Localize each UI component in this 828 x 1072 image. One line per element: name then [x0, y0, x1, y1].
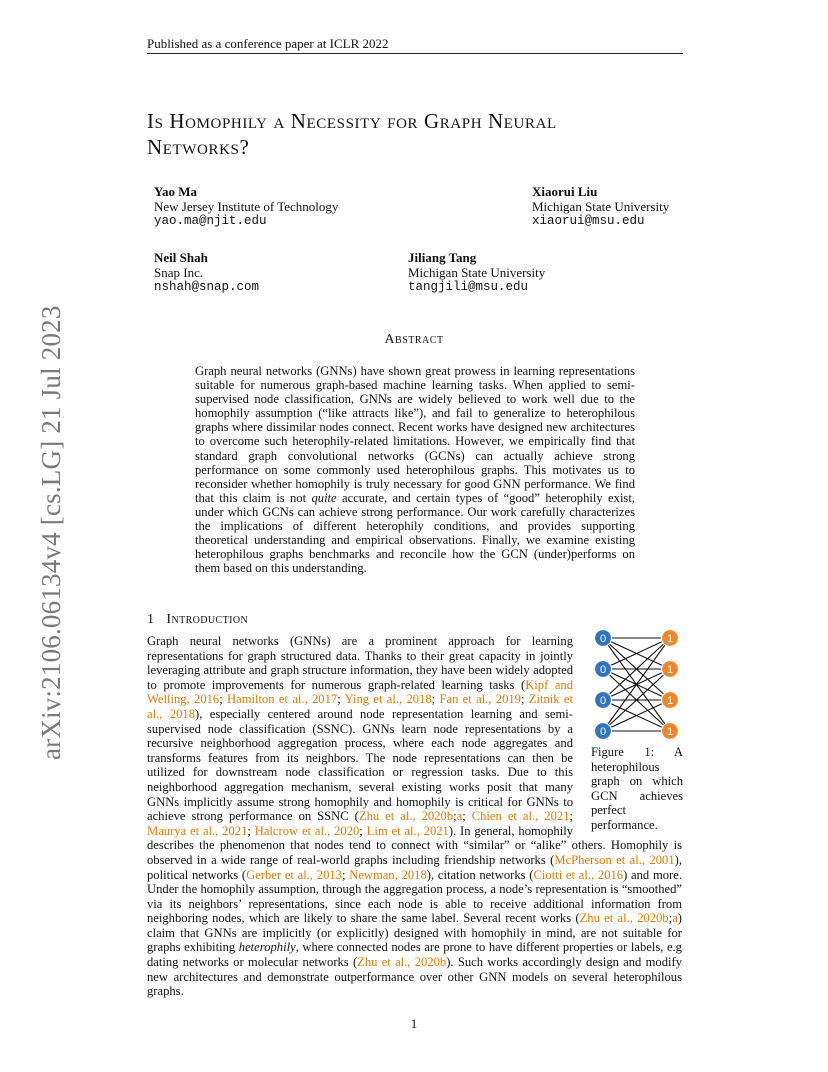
graph-node-left-label: 0: [599, 726, 607, 738]
citation-link[interactable]: Newman, 2018: [349, 867, 427, 882]
intro-text: ), citation networks (: [426, 867, 534, 882]
author-block-4: [408, 250, 545, 295]
abstract-emphasis: quite: [311, 490, 337, 505]
graph-node-left-label: 0: [599, 633, 607, 645]
intro-text: ) claim that GNNs are implicitly (or explicitly) designed with homophily in mind, are not suitable for graphs exhibiting: [147, 911, 682, 955]
abstract-body: [195, 364, 635, 575]
citation-link[interactable]: Hamilton et al., 2017: [227, 692, 338, 707]
citation-link[interactable]: Zhu et al., 2020b: [357, 955, 447, 970]
graph-node-right-label: 1: [666, 633, 674, 645]
abstract-heading: Abstract: [384, 332, 444, 347]
citation-link[interactable]: Zitnik et al., 2018: [147, 692, 573, 721]
citation-link[interactable]: Zhu et al., 2020b: [579, 911, 669, 926]
author-block-3: [154, 250, 259, 295]
arxiv-identifier-stamp: arXiv:2106.06134v4 [cs.LG] 21 Jul 2023: [36, 305, 66, 760]
graph-node-left-label: 0: [599, 695, 607, 707]
graph-node-right-label: 1: [666, 726, 674, 738]
author-email: tangjili@msu.edu: [408, 280, 529, 294]
author-name: Yao Ma: [154, 184, 197, 199]
author-email: yao.ma@njit.edu: [154, 214, 267, 228]
intro-emphasis: heterophily: [238, 940, 296, 955]
author-email: xiaorui@msu.edu: [532, 214, 645, 228]
section-title: Introduction: [166, 612, 249, 627]
abstract-text: accurate, and certain types of “good” heterophily exist, under which GCNs can achieve strong performance. Our work carefully characterizes the implications of different heterophily conditions, and provides supporting theoretical understanding and empirical observations. Finally, we examine existing heterophilous graphs benchmarks and reconcile how the GCN (under)performs on them based on this understanding.: [195, 490, 635, 576]
abstract-text: Graph neural networks (GNNs) have shown great prowess in learning representations suitable for numerous graph-based machine learning tasks. When applied to semi-supervised node classification, GNNs are widely believed to work well due to the homophily assumption (“like attracts like”), and fail to generalize to heterophilous graphs where dissimilar nodes connect. Recent works have designed new architectures to overcome such heterophily-related limitations. However, we empirically find that standard graph convolutional networks (GCNs) can actually achieve strong performance on some commonly used heterophilous graphs. This motivates us to reconsider whether homophily is truly necessary for good GNN performance. We find that this claim is not: [195, 364, 635, 505]
section-heading: [147, 612, 248, 628]
author-affiliation: Michigan State University: [532, 199, 670, 214]
author-affiliation: Snap Inc.: [154, 265, 204, 280]
introduction-body: Graph neural networks (GNNs) are a prominent approach for learning representations for graph structured data. Thanks to their great capacity in jointly leveraging attribute and graph structure information, they have been widely adopted to promote improvements for numerous graph-related learning tasks (Kipf and Welling, 2016; Hamilton et al., 2017; Ying et al., 2018; Fan et al., 2019; Zitnik et al., 2018), especially centered around node representation learning and semi-supervised node classification (SSNC). GNNs learn node representations by a recursive neighborhood aggregation process, where each node aggregates and transforms features from its neighbors. The node representations can then be utilized for downstream node classification or regression tasks. Due to this neighborhood aggregation mechanism, several existing works posit that many GNNs implicitly assume strong homophily and homophily is critical for GNNs to achieve strong performance on SSNC (Zhu et al., 2020b;a; Chien et al., 2021; Maurya et al., 2021; Halcrow et al., 2020; Lim et al., 2021). In general, homophily describes the phenomenon that nodes tend to connect with “similar” or “alike” others. Homophily is observed in a wide range of real-world graphs including friendship networks (McPherson et al., 2001), political networks (Gerber et al., 2013; Newman, 2018), citation networks (Ciotti et al., 2016) and more. Under the homophily assumption, through the aggregation process, a node’s representation is “smoothed” via its neighbors’ representations, since each node is able to receive additional information from neighboring nodes, which are likely to share the same label. Several recent works (Zhu et al., 2020b;a) claim that GNNs are implicitly (or explicitly) designed with homophily in mind, are not suitable for graphs exhibiting heterophily, where connected nodes are prone to have different properties or labels, e.g dating networks or molecular networks (Zhu et al., 2020b). Such works accordingly design and modify new architectures and demonstrate outperformance over other GNN models on several heterophilous graphs.: [147, 634, 683, 999]
intro-text: ). Such works accordingly design and modify new architectures and demonstrate outperformance over other GNN models on several heterophilous graphs.: [147, 955, 683, 999]
graph-edges: [603, 638, 670, 731]
citation-link[interactable]: Gerber et al., 2013: [246, 867, 342, 882]
author-block-1: [154, 184, 338, 229]
header-rule: [147, 53, 683, 54]
paper-title: [147, 108, 687, 160]
figure-1-graph: [588, 620, 688, 745]
author-name: Jiliang Tang: [408, 250, 477, 265]
author-name: Xiaorui Liu: [532, 184, 598, 199]
graph-node-right-label: 1: [666, 664, 674, 676]
intro-text: ). In general, homophily describes the phenomenon that nodes tend to connect with “similar” or “alike” others. Homophily is observed in a wide range of real-world graphs including friendship networks (: [147, 823, 682, 867]
section-number: 1: [147, 612, 155, 627]
citation-link[interactable]: Zhu et al., 2020b: [358, 809, 454, 824]
graph-node-left-label: 0: [599, 664, 607, 676]
intro-text: Graph neural networks (GNNs) are a prominent approach for learning representations for graph structured data. Thanks to their great capacity in jointly leveraging attribute and graph structure information, they have been widely adopted to promote improvements for numerous graph-related learning tasks (: [147, 634, 573, 692]
page-number: 1: [410, 1016, 418, 1031]
figure-caption: Figure 1: A heterophilous graph on which GCN achieves perfect performance.: [591, 745, 683, 832]
citation-link[interactable]: McPherson et al., 2001: [554, 852, 675, 867]
intro-text: ) and more. Under the homophily assumption, through the aggregation process, a node’s representation is “smoothed” via its neighbors’ representations, since each node is able to receive additional information from neighboring nodes, which are likely to share the same label. Several recent works (: [147, 867, 682, 926]
citation-link[interactable]: Ciotti et al., 2016: [533, 867, 624, 882]
citation-link[interactable]: Maurya et al., 2021: [147, 823, 248, 838]
author-block-2: [532, 184, 669, 229]
intro-text: , where connected nodes are prone to have different properties or labels, e.g dating networks or molecular networks (: [147, 940, 682, 970]
intro-text: ), especially centered around node representation learning and semi-supervised node classification (SSNC). GNNs learn node representations by a recursive neighborhood aggregation process, where each node aggregates and transforms features from its neighbors. The node representations can then be utilized for downstream node classification or regression tasks. Due to this neighborhood aggregation mechanism, several existing works posit that many GNNs implicitly assume strong homophily and homophily is critical for GNNs to achieve strong performance on SSNC (: [147, 706, 573, 824]
graph-node-right-label: 1: [666, 695, 674, 707]
citation-link[interactable]: a: [456, 809, 463, 824]
citation-link[interactable]: Kipf and Welling, 2016: [147, 677, 574, 707]
running-header: Published as a conference paper at ICLR 2022: [147, 36, 389, 51]
citation-link[interactable]: Fan et al., 2019: [439, 692, 521, 707]
citation-link[interactable]: Lim et al., 2021: [366, 823, 449, 838]
paper-title-line-1: Is Homophily a Necessity for Graph Neural: [147, 109, 557, 133]
citation-link[interactable]: Ying et al., 2018: [344, 692, 432, 707]
citation-link[interactable]: Halcrow et al., 2020: [254, 823, 360, 838]
author-affiliation: New Jersey Institute of Technology: [154, 199, 339, 214]
intro-text: ), political networks (: [147, 852, 682, 882]
citation-link[interactable]: a: [672, 911, 678, 926]
author-email: nshah@snap.com: [154, 280, 260, 294]
citation-link[interactable]: Chien et al., 2021: [471, 809, 570, 824]
author-name: Neil Shah: [154, 250, 208, 265]
paper-title-line-2: Networks?: [147, 135, 250, 159]
author-affiliation: Michigan State University: [408, 265, 546, 280]
